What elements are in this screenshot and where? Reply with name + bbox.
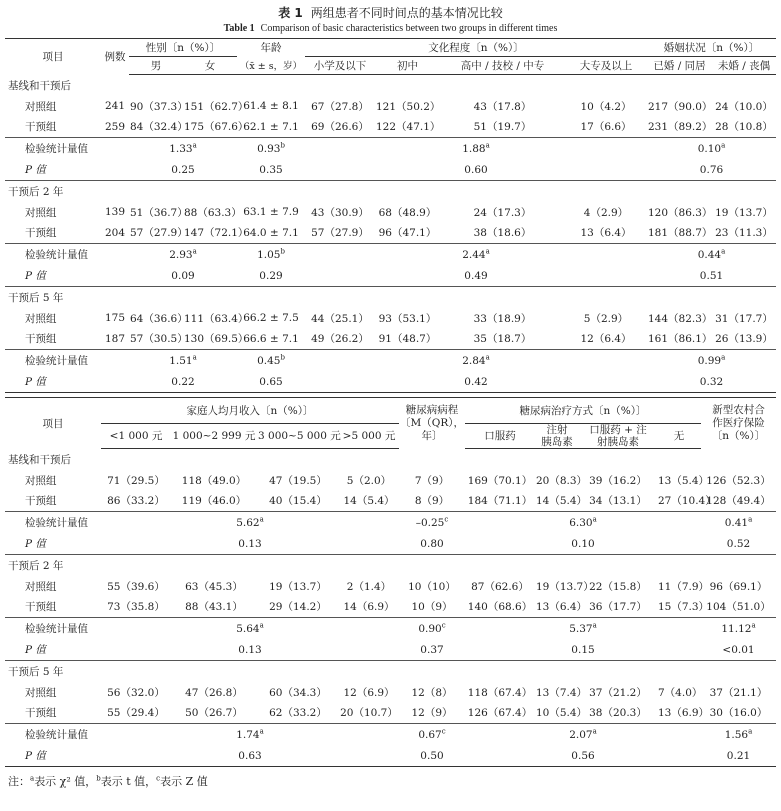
row-label: 检验统计量值 <box>25 249 88 262</box>
table2-header-row-1 <box>5 397 776 423</box>
table-row-p <box>5 371 776 392</box>
cell-n: 241 <box>104 100 126 113</box>
cell-college: 10（4.2） <box>580 100 632 113</box>
cell-age: 66.2 ± 7.5 <box>243 312 299 325</box>
section-title: 干预后 5 年 <box>8 665 64 678</box>
cell-female: 151（62.7） <box>184 100 249 113</box>
cell-primary: 49（26.2） <box>305 329 375 350</box>
cell-duration: 8（9） <box>399 491 465 512</box>
cell-combo: 34（13.1） <box>579 491 657 512</box>
row-label: 对照组 <box>25 100 57 113</box>
cell-combo: 37（21.2） <box>589 686 647 699</box>
cell-sex-stat: 1.51$^a$ <box>169 353 197 367</box>
caption-zh <box>0 6 781 20</box>
section-title-row <box>5 660 776 681</box>
table-row-control <box>5 96 776 117</box>
cell-edu-p: 0.49 <box>305 265 647 286</box>
header-married: 已婚 / 同居 <box>647 57 712 75</box>
cell-inc2: 88（43.1） <box>171 597 257 618</box>
row-label: 对照组 <box>25 686 57 699</box>
cell-inc3: 60（34.3） <box>269 686 327 699</box>
table-row-control <box>5 470 776 491</box>
cell-inc3: 40（15.4） <box>257 491 339 512</box>
table-footnote: 注：$^a$表示 χ² 值，$^b$表示 t 值，$^c$表示 Z 值 <box>8 774 208 788</box>
cell-single: 31（17.7） <box>715 312 773 325</box>
cell-female: 130（69.5） <box>183 329 237 350</box>
cell-inc1: 55（29.4） <box>101 703 171 724</box>
cell-n: 204 <box>101 223 129 244</box>
cell-senior: 43（17.8） <box>473 100 532 113</box>
cell-treatment-p: 0.10 <box>465 533 701 554</box>
caption-en-title: Comparison of basic characteristics between two groups in different times <box>260 23 558 34</box>
row-label: 对照组 <box>25 206 57 219</box>
cell-sex-stat: 2.93$^a$ <box>169 247 197 261</box>
table-income-treatment <box>5 397 776 767</box>
cell-primary: 57（27.9） <box>305 223 375 244</box>
header-income: 家庭人均月收入〔n（%）〕 <box>101 397 399 423</box>
table-row-control <box>5 682 776 703</box>
table-row-stat <box>5 138 776 159</box>
cell-inc3: 29（14.2） <box>257 597 339 618</box>
cell-none: 13（6.9） <box>657 703 701 724</box>
cell-married: 120（86.3） <box>648 206 713 219</box>
cell-junior: 121（50.2） <box>376 100 441 113</box>
cell-inc4: 14（5.4） <box>339 491 399 512</box>
cell-insurance-stat: 0.41$^a$ <box>724 515 753 529</box>
table-row-intervention <box>5 703 776 724</box>
cell-primary: 67（27.8） <box>311 100 369 113</box>
table-row-stat <box>5 512 776 533</box>
table-row-p <box>5 639 776 660</box>
header-single: 未婚 / 丧偶 <box>712 57 776 75</box>
header-none: 无 <box>657 423 701 448</box>
caption-zh-label: 表 1 <box>278 6 303 20</box>
row-label: 干预组 <box>5 491 101 512</box>
cell-inc3: 47（19.5） <box>269 474 327 487</box>
cell-duration: 10（9） <box>399 597 465 618</box>
header-male: 男 <box>129 57 183 75</box>
cell-income-stat: 5.62$^a$ <box>236 515 264 529</box>
cell-insurance-p: <0.01 <box>701 639 776 660</box>
cell-treatment-p: 0.15 <box>465 639 701 660</box>
cell-duration: 10（10） <box>408 580 456 593</box>
cell-single: 28（10.8） <box>712 117 776 138</box>
table2-header-row-2 <box>5 423 776 448</box>
cell-inc4: 14（6.9） <box>339 597 399 618</box>
cell-male: 84（32.4） <box>129 117 183 138</box>
cell-treatment-stat: 2.07$^a$ <box>569 727 597 741</box>
table-row-control <box>5 576 776 597</box>
table-row-stat <box>5 724 776 745</box>
header-duration: 糖尿病病程 〔M（QR）， 年〕 <box>400 403 465 442</box>
cell-income-p: 0.13 <box>101 639 399 660</box>
table-demographics <box>5 38 776 393</box>
table-row-control <box>5 202 776 223</box>
cell-n: 259 <box>101 117 129 138</box>
cell-inc4: 20（10.7） <box>339 703 399 724</box>
row-label: 干预组 <box>5 703 101 724</box>
row-label: 干预组 <box>5 117 101 138</box>
header-college: 大专及以上 <box>565 57 647 75</box>
table-caption <box>0 6 781 35</box>
row-label: 干预组 <box>5 597 101 618</box>
header-age-unit: （x̄ ± s，岁） <box>237 57 305 75</box>
cell-inject: 13（6.4） <box>535 597 579 618</box>
header-junior: 初中 <box>375 57 440 75</box>
row-label: 干预组 <box>5 329 101 350</box>
table1-header-row-1 <box>5 39 776 57</box>
cell-treatment-stat: 6.30$^a$ <box>569 515 597 529</box>
cell-college: 13（6.4） <box>565 223 647 244</box>
row-label: 检验统计量值 <box>25 143 88 156</box>
cell-female: 88（63.3） <box>184 206 242 219</box>
cell-age-p: 0.35 <box>237 159 305 180</box>
cell-single: 24（10.0） <box>715 100 773 113</box>
section-title: 干预后 2 年 <box>8 185 64 198</box>
cell-insurance: 30（16.0） <box>701 703 776 724</box>
cell-female: 175（67.6） <box>183 117 237 138</box>
header-sex: 性别〔n（%）〕 <box>129 39 237 57</box>
cell-inc1: 86（33.2） <box>101 491 171 512</box>
cell-duration-stat: –0.25$^c$ <box>415 515 449 529</box>
cell-income-p: 0.63 <box>101 745 399 766</box>
cell-edu-stat: 1.88$^a$ <box>462 141 490 155</box>
cell-income-stat: 5.64$^a$ <box>236 621 264 635</box>
table-row-intervention <box>5 329 776 350</box>
cell-income-p: 0.13 <box>101 533 399 554</box>
cell-primary: 43（30.9） <box>311 206 369 219</box>
cell-inc4: 5（2.0） <box>346 474 392 487</box>
header-marital: 婚姻状况〔n（%）〕 <box>647 39 776 57</box>
header-inc1: <1 000 元 <box>101 423 171 448</box>
cell-senior: 35（18.7） <box>440 329 565 350</box>
cell-n: 175 <box>104 312 126 325</box>
cell-none: 13（5.4） <box>658 474 710 487</box>
cell-junior: 122（47.1） <box>375 117 440 138</box>
cell-n: 187 <box>101 329 129 350</box>
table-row-intervention <box>5 117 776 138</box>
table-row-stat <box>5 618 776 639</box>
section-title: 基线和干预后 <box>8 79 71 92</box>
cell-edu-p: 0.42 <box>305 371 647 392</box>
cell-junior: 93（53.1） <box>378 312 437 325</box>
cell-treatment-p: 0.56 <box>465 745 701 766</box>
cell-oral: 126（67.4） <box>465 703 535 724</box>
cell-age: 64.0 ± 7.1 <box>237 223 305 244</box>
caption-zh-title: 两组患者不同时间点的基本情况比较 <box>310 6 503 20</box>
cell-inc4: 12（6.9） <box>343 686 395 699</box>
header-female: 女 <box>183 57 237 75</box>
cell-combo: 39（16.2） <box>589 474 647 487</box>
cell-male: 57（30.5） <box>129 329 183 350</box>
cell-inject: 10（5.4） <box>535 703 579 724</box>
cell-n: 139 <box>104 206 126 219</box>
cell-single: 19（13.7） <box>715 206 773 219</box>
header-inc4: >5 000 元 <box>339 423 399 448</box>
table-row-p <box>5 265 776 286</box>
cell-insurance: 37（21.1） <box>709 686 768 699</box>
cell-oral: 118（67.4） <box>467 686 533 699</box>
cell-sex-p: 0.22 <box>129 371 237 392</box>
cell-inc2: 119（46.0） <box>171 491 257 512</box>
cell-insurance: 104（51.0） <box>701 597 776 618</box>
cell-married: 217（90.0） <box>648 100 713 113</box>
section-title-row <box>5 180 776 201</box>
cell-inc2: 50（26.7） <box>171 703 257 724</box>
cell-inject: 14（5.4） <box>535 491 579 512</box>
table-row-intervention <box>5 223 776 244</box>
row-label: P 值 <box>5 639 101 660</box>
cell-marital-stat: 0.10$^a$ <box>697 141 726 155</box>
header-item: 项目 <box>42 51 64 64</box>
cell-inject: 19（13.7） <box>536 580 594 593</box>
cell-inc2: 47（26.8） <box>185 686 243 699</box>
cell-insurance-p: 0.52 <box>701 533 776 554</box>
section-title-row <box>5 554 776 575</box>
cell-sex-p: 0.25 <box>129 159 237 180</box>
cell-inc1: 56（32.0） <box>107 686 165 699</box>
header-age: 年龄 <box>260 42 282 55</box>
cell-male: 64（36.6） <box>130 312 188 325</box>
cell-oral: 140（68.6） <box>465 597 535 618</box>
header-inc3: 3 000~5 000 元 <box>257 423 339 448</box>
cell-combo: 38（20.3） <box>579 703 657 724</box>
cell-none: 7（4.0） <box>658 686 703 699</box>
cell-insurance: 126（52.3） <box>706 474 771 487</box>
cell-inc4: 2（1.4） <box>346 580 392 593</box>
cell-insurance-stat: 1.56$^a$ <box>724 727 753 741</box>
cell-age: 66.6 ± 7.1 <box>237 329 305 350</box>
cell-duration-p: 0.50 <box>399 745 465 766</box>
cell-none: 11（7.9） <box>658 580 710 593</box>
cell-college: 5（2.9） <box>583 312 629 325</box>
cell-married: 231（89.2） <box>647 117 712 138</box>
cell-age: 63.1 ± 7.9 <box>243 206 299 219</box>
cell-duration: 12（8） <box>411 686 453 699</box>
cell-insurance: 96（69.1） <box>709 580 768 593</box>
section-title: 基线和干预后 <box>8 453 71 466</box>
table-row-control <box>5 308 776 329</box>
cell-age-stat: 1.05$^b$ <box>257 247 285 261</box>
cell-oral: 87（62.6） <box>471 580 529 593</box>
cell-married: 161（86.1） <box>647 329 712 350</box>
cell-senior: 51（19.7） <box>440 117 565 138</box>
table-row-p <box>5 159 776 180</box>
cell-inc2: 63（45.3） <box>185 580 243 593</box>
header-insurance: 新型农村合 作医疗保险 〔n（%）〕 <box>711 403 766 442</box>
cell-single: 26（13.9） <box>712 329 776 350</box>
row-label: 对照组 <box>25 474 57 487</box>
header-education: 文化程度〔n（%）〕 <box>305 39 647 57</box>
cell-college: 4（2.9） <box>583 206 629 219</box>
table-row-intervention <box>5 597 776 618</box>
cell-edu-stat: 2.44$^a$ <box>462 247 490 261</box>
section-title: 干预后 5 年 <box>8 291 64 304</box>
cell-male: 57（27.9） <box>129 223 183 244</box>
cell-oral: 184（71.1） <box>465 491 535 512</box>
cell-single: 23（11.3） <box>712 223 776 244</box>
cell-inc1: 73（35.8） <box>101 597 171 618</box>
header-item: 项目 <box>42 417 64 430</box>
cell-inc1: 55（39.6） <box>107 580 165 593</box>
cell-combo: 36（17.7） <box>579 597 657 618</box>
cell-inc1: 71（29.5） <box>107 474 165 487</box>
cell-marital-p: 0.51 <box>647 265 776 286</box>
cell-college: 17（6.6） <box>565 117 647 138</box>
header-treatment: 糖尿病治疗方式〔n（%）〕 <box>465 397 701 423</box>
section-title-row <box>5 75 776 96</box>
row-label: P 值 <box>5 265 101 286</box>
section-title-row <box>5 448 776 469</box>
cell-combo: 22（15.8） <box>589 580 647 593</box>
header-senior: 高中 / 技校 / 中专 <box>440 57 565 75</box>
caption-en-label: Table 1 <box>223 23 255 34</box>
table-row-p <box>5 533 776 554</box>
cell-age-p: 0.65 <box>237 371 305 392</box>
cell-treatment-stat: 5.37$^a$ <box>569 621 597 635</box>
section-title: 干预后 2 年 <box>8 559 64 572</box>
header-oral: 口服药 <box>465 423 535 448</box>
row-label: 检验统计量值 <box>25 517 88 530</box>
row-label: P 值 <box>5 745 101 766</box>
header-inc2: 1 000~2 999 元 <box>171 423 257 448</box>
cell-senior: 24（17.3） <box>473 206 532 219</box>
row-label: P 值 <box>5 371 101 392</box>
cell-age: 62.1 ± 7.1 <box>237 117 305 138</box>
header-inject: 注射 胰岛素 <box>535 423 579 448</box>
cell-age-stat: 0.45$^b$ <box>257 353 285 367</box>
cell-sex-stat: 1.33$^a$ <box>169 141 197 155</box>
cell-female: 111（63.4） <box>184 312 249 325</box>
cell-male: 90（37.3） <box>130 100 188 113</box>
cell-oral: 169（70.1） <box>467 474 533 487</box>
table-row-intervention <box>5 491 776 512</box>
cell-married: 144（82.3） <box>648 312 713 325</box>
cell-inc3: 62（33.2） <box>257 703 339 724</box>
cell-duration-stat: 0.67$^c$ <box>418 727 446 741</box>
cell-insurance-p: 0.21 <box>701 745 776 766</box>
cell-inject: 13（7.4） <box>536 686 588 699</box>
row-label: 检验统计量值 <box>25 355 88 368</box>
cell-senior: 33（18.9） <box>473 312 532 325</box>
table-row-p <box>5 745 776 766</box>
cell-married: 181（88.7） <box>647 223 712 244</box>
cell-junior: 91（48.7） <box>375 329 440 350</box>
cell-age-stat: 0.93$^b$ <box>257 141 285 155</box>
cell-duration: 12（9） <box>399 703 465 724</box>
cell-marital-stat: 0.44$^a$ <box>697 247 726 261</box>
cell-duration-p: 0.80 <box>399 533 465 554</box>
cell-sex-p: 0.09 <box>129 265 237 286</box>
cell-edu-p: 0.60 <box>305 159 647 180</box>
cell-none: 15（7.3） <box>657 597 701 618</box>
cell-duration: 7（9） <box>414 474 450 487</box>
cell-none: 27（10.4） <box>657 491 701 512</box>
header-primary: 小学及以下 <box>305 57 375 75</box>
table-row-stat <box>5 244 776 265</box>
row-label: P 值 <box>5 533 101 554</box>
section-title-row <box>5 286 776 307</box>
cell-marital-stat: 0.99$^a$ <box>697 353 726 367</box>
cell-marital-p: 0.76 <box>647 159 776 180</box>
cell-duration-stat: 0.90$^c$ <box>418 621 446 635</box>
cell-male: 51（36.7） <box>130 206 188 219</box>
cell-income-stat: 1.74$^a$ <box>236 727 264 741</box>
table-row-stat <box>5 350 776 371</box>
cell-insurance-stat: 11.12$^a$ <box>721 621 756 635</box>
cell-age: 61.4 ± 8.1 <box>243 100 299 113</box>
cell-duration-p: 0.37 <box>399 639 465 660</box>
cell-age-p: 0.29 <box>237 265 305 286</box>
cell-inc3: 19（13.7） <box>269 580 327 593</box>
cell-inject: 20（8.3） <box>536 474 588 487</box>
row-label: 干预组 <box>5 223 101 244</box>
row-label: 对照组 <box>25 580 57 593</box>
cell-junior: 68（48.9） <box>378 206 437 219</box>
header-n: 例数 <box>104 51 126 64</box>
header-combo: 口服药 + 注 射胰岛素 <box>579 423 657 448</box>
row-label: 对照组 <box>25 312 57 325</box>
row-label: 检验统计量值 <box>25 729 88 742</box>
row-label: P 值 <box>5 159 101 180</box>
cell-insurance: 128（49.4） <box>701 491 776 512</box>
cell-female: 147（72.1） <box>183 223 237 244</box>
row-label: 检验统计量值 <box>25 623 88 636</box>
cell-primary: 44（25.1） <box>311 312 369 325</box>
cell-primary: 69（26.6） <box>305 117 375 138</box>
cell-marital-p: 0.32 <box>647 371 776 392</box>
cell-edu-stat: 2.84$^a$ <box>462 353 490 367</box>
cell-inc2: 118（49.0） <box>181 474 247 487</box>
cell-senior: 38（18.6） <box>440 223 565 244</box>
caption-en <box>0 22 781 35</box>
cell-college: 12（6.4） <box>565 329 647 350</box>
cell-junior: 96（47.1） <box>375 223 440 244</box>
